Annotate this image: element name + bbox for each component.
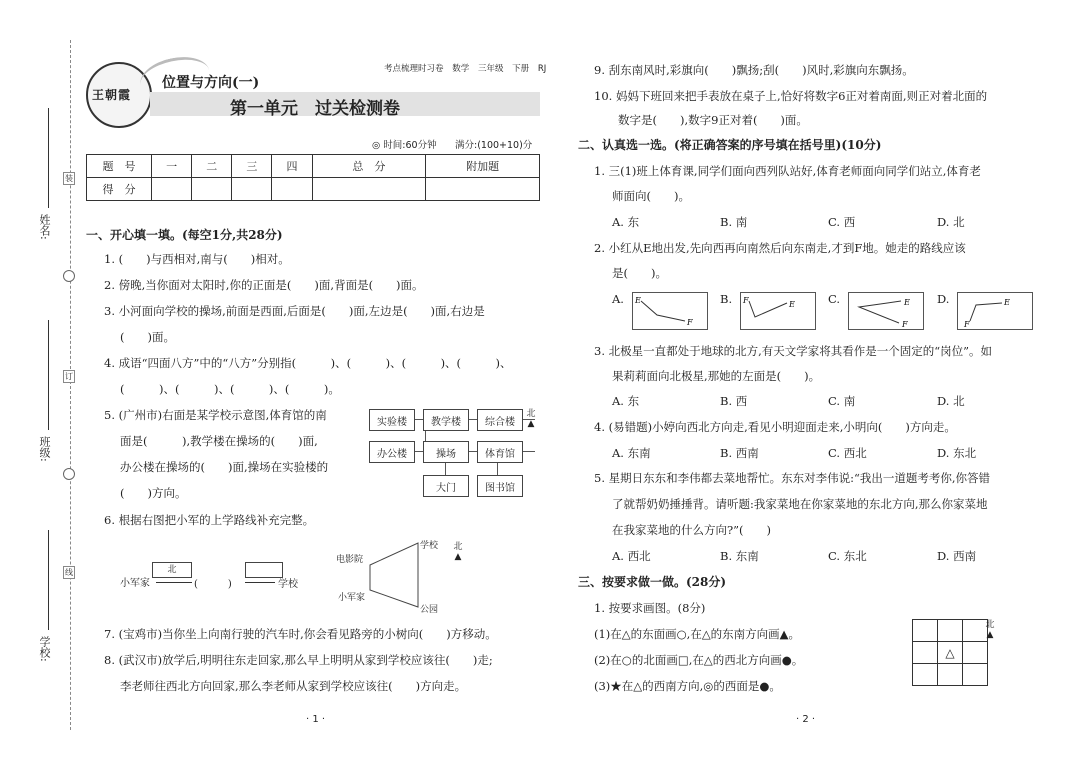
table-header: 三 <box>232 155 272 178</box>
svg-text:E: E <box>904 298 910 307</box>
option-b[interactable]: B. 西南 <box>720 446 759 460</box>
map-building: 办公楼 <box>369 441 415 463</box>
s2-question-5: 5. 星期日东东和李伟都去菜地帮忙。东东对李伟说:“我出一道题考考你,你答错 <box>594 471 991 485</box>
question-2: 2. 傍晚,当你面对太阳时,你的正面是( )面,背面是( )面。 <box>104 278 424 292</box>
subject-text: 数学 <box>452 64 470 74</box>
s2-question-3: 3. 北极星一直都处于地球的北方,有天文学家将其看作是一个固定的“岗位”。如 <box>594 344 993 358</box>
question-5: 5. (广州市)右面是某学校示意图,体育馆的南 <box>104 408 327 422</box>
grid-cell[interactable] <box>912 619 938 642</box>
name-underline <box>48 108 49 208</box>
table-cell: 得 分 <box>87 178 152 201</box>
question-3: 3. 小河面向学校的操场,前面是西面,后面是( )面,左边是( )面,右边是 <box>104 304 485 318</box>
map-building: 图书馆 <box>477 475 523 497</box>
option-a[interactable]: A. 东 <box>612 215 640 229</box>
question-1: 1. ( )与西相对,南与( )相对。 <box>104 252 290 266</box>
svg-text:F: F <box>743 296 749 305</box>
logo-text: 王朝霞 <box>92 88 132 102</box>
route-map <box>330 535 470 620</box>
option-c[interactable]: C. 西 <box>828 215 856 229</box>
map-building: 大门 <box>423 475 469 497</box>
north-label: 北 <box>985 620 995 630</box>
page-number-right: · 2 · <box>796 714 816 725</box>
option-a[interactable]: A. 东南 <box>612 446 651 460</box>
s2-question-5-cont: 了就帮奶奶捶捶背。请听题:我家菜地在你家菜地的东北方向,那么你家菜地 <box>612 497 988 511</box>
route-map-label: 公园 <box>420 605 439 615</box>
question-10: 10. 妈妈下班回来把手表放在桌子上,恰好将数字6正对着南面,则正对着北面的 <box>594 89 988 103</box>
route-option-c[interactable] <box>848 292 924 330</box>
question-5-cont: 办公楼在操场的( )面,操场在实验楼的 <box>120 460 329 474</box>
binding-line <box>70 40 71 730</box>
score-input-cell[interactable] <box>272 178 312 201</box>
school-underline <box>48 530 49 630</box>
score-input-cell[interactable] <box>152 178 192 201</box>
option-a[interactable]: A. 西北 <box>612 549 651 563</box>
binding-hole <box>63 270 75 282</box>
grade-text: 三年级 <box>477 64 504 74</box>
grid-cell[interactable] <box>912 663 938 686</box>
time-info: ◎ 时间:60分钟 <box>372 140 437 151</box>
s3-step-2: (2)在○的北面画□,在△的西北方向画●。 <box>594 653 804 667</box>
margin-tag: 订 <box>65 372 73 381</box>
score-table-row <box>87 155 540 178</box>
volume-text: 下册 <box>512 64 530 74</box>
s2-question-1: 1. 三(1)班上体育课,同学们面向西列队站好,体育老师面向同学们站立,体育老 <box>594 164 981 178</box>
table-header: 附加题 <box>426 155 540 178</box>
section2-heading: 二、认真选一选。(将正确答案的序号填在括号里)(10分) <box>578 138 882 152</box>
score-table-row <box>87 178 540 201</box>
grid-cell[interactable] <box>912 641 938 664</box>
s2-question-4: 4. (易错题)小婷向西北方向走,看见小明迎面走来,小明向( )方向走。 <box>594 420 956 434</box>
section1-heading: 一、开心填一填。(每空1分,共28分) <box>86 228 283 242</box>
north-label: 北 <box>453 542 463 552</box>
grid-cell[interactable] <box>937 619 963 642</box>
table-header: 二 <box>192 155 232 178</box>
class-underline <box>48 320 49 430</box>
map-building: 体育馆 <box>477 441 523 463</box>
option-d[interactable]: D. 东北 <box>937 446 977 460</box>
option-d[interactable]: D. 北 <box>937 215 965 229</box>
option-d[interactable]: D. 西南 <box>937 549 977 563</box>
score-input-cell[interactable] <box>232 178 272 201</box>
grid-cell[interactable] <box>962 663 988 686</box>
question-9: 9. 刮东南风时,彩旗向( )飘扬;刮( )风时,彩旗向东飘扬。 <box>594 63 914 77</box>
route-arrow <box>245 582 275 583</box>
svg-text:F: F <box>687 318 693 327</box>
map-building: 综合楼 <box>477 409 523 431</box>
grid-cell[interactable] <box>962 641 988 664</box>
s2-question-3-cont: 果莉莉面向北极星,那她的左面是( )。 <box>612 369 821 383</box>
route-path-line <box>749 301 787 317</box>
score-info: 满分:(100+10)分 <box>455 140 533 151</box>
route-map-label: 小军家 <box>338 593 366 603</box>
map-building: 教学楼 <box>423 409 469 431</box>
school-map <box>365 405 545 500</box>
route-path-b <box>741 293 815 329</box>
question-4: 4. 成语“四面八方”中的“八方”分别指( )、( )、( )、( )、 <box>104 356 512 370</box>
table-header: 题 号 <box>87 155 152 178</box>
route-school: 学校 <box>278 579 298 590</box>
map-building: 操场 <box>423 441 469 463</box>
svg-text:E: E <box>635 296 641 305</box>
svg-text:E: E <box>1004 298 1010 307</box>
option-d[interactable]: D. <box>937 292 950 306</box>
question-8: 8. (武汉市)放学后,明明往东走回家,那么早上明明从家到学校应该往( )走; <box>104 653 493 667</box>
margin-tag: 装 <box>65 174 73 183</box>
question-6: 6. 根据右图把小军的上学路线补充完整。 <box>104 513 315 527</box>
option-c[interactable]: C. 东北 <box>828 549 867 563</box>
route-option-d[interactable] <box>957 292 1033 330</box>
option-a[interactable]: A. 东 <box>612 394 640 408</box>
series-text: 考点梳理时习卷 <box>384 64 444 74</box>
drawing-grid <box>912 619 990 688</box>
topic-title: 位置与方向(一) <box>162 75 260 91</box>
option-b[interactable]: B. <box>720 292 733 306</box>
route-box <box>152 562 192 578</box>
question-8-cont: 李老师往西北方向回家,那么李老师从家到学校应该往( )方向走。 <box>120 679 467 693</box>
north-arrow-icon: 北 ▲ <box>526 409 536 429</box>
section3-heading: 三、按要求做一做。(28分) <box>578 575 727 589</box>
route-blank[interactable]: ( ) <box>194 579 232 590</box>
route-map-label: 电影院 <box>336 555 364 565</box>
table-header: 总 分 <box>312 155 426 178</box>
score-input-cell[interactable] <box>192 178 232 201</box>
s3-step-1: (1)在△的东面画○,在△的东南方向画▲。 <box>594 627 801 641</box>
s2-question-2: 2. 小红从E地出发,先向西再向南然后向东南走,才到F地。她走的路线应该 <box>594 241 966 255</box>
class-label: 班级: <box>38 436 51 462</box>
page-number-left: · 1 · <box>306 714 326 725</box>
route-option-a[interactable] <box>632 292 708 330</box>
question-5-cont: 面是( ),教学楼在操场的( )面, <box>120 434 318 448</box>
name-label: 姓名: <box>38 214 51 240</box>
binding-hole <box>63 468 75 480</box>
margin-tag: 线 <box>65 568 73 577</box>
s2-question-1-cont: 师面向( )。 <box>612 189 690 203</box>
svg-text:F: F <box>902 320 908 329</box>
option-b[interactable]: B. 西 <box>720 394 748 408</box>
option-c[interactable]: C. 西北 <box>828 446 867 460</box>
question-7: 7. (宝鸡市)当你坐上向南行驶的汽车时,你会看见路旁的小树向( )方移动。 <box>104 627 497 641</box>
option-b[interactable]: B. 东南 <box>720 549 759 563</box>
edition-text: RJ <box>537 64 547 74</box>
option-b[interactable]: B. 南 <box>720 215 748 229</box>
route-path-line <box>859 301 901 323</box>
header-series <box>384 62 546 74</box>
route-box-label: 北 <box>167 565 177 575</box>
table-header: 一 <box>152 155 192 178</box>
s2-question-2-cont: 是( )。 <box>612 266 667 280</box>
question-3-cont: ( )面。 <box>120 330 175 344</box>
page-title: 第一单元 过关检测卷 <box>230 99 400 119</box>
option-a[interactable]: A. <box>612 292 624 306</box>
option-c[interactable]: C. <box>828 292 841 306</box>
route-map-shape <box>370 543 418 607</box>
svg-text:F: F <box>964 320 970 329</box>
grid-cell[interactable] <box>937 663 963 686</box>
north-arrow-icon: 北 ▲ <box>453 542 463 562</box>
grid-cell-center[interactable]: △ <box>937 641 963 664</box>
s2-question-5-cont: 在我家菜地的什么方向?”( ) <box>612 523 772 537</box>
question-5-cont: ( )方向。 <box>120 486 187 500</box>
north-arrow-icon: 北 ▲ <box>985 620 995 640</box>
map-building: 实验楼 <box>369 409 415 431</box>
option-c[interactable]: C. 南 <box>828 394 856 408</box>
route-map-label: 学校 <box>420 541 439 551</box>
question-10-cont: 数字是( ),数字9正对着( )面。 <box>618 113 808 127</box>
s3-question-1: 1. 按要求画图。(8分) <box>594 601 706 615</box>
route-path-a <box>633 293 707 329</box>
score-table <box>86 154 540 201</box>
score-input-cell[interactable] <box>312 178 426 201</box>
route-path-line <box>641 301 685 321</box>
route-path-line <box>970 303 1002 321</box>
score-input-cell[interactable] <box>426 178 540 201</box>
north-label: 北 <box>526 409 536 419</box>
route-path-d <box>958 293 1032 329</box>
route-home: 小军家 <box>120 578 150 589</box>
route-option-b[interactable] <box>740 292 816 330</box>
option-d[interactable]: D. 北 <box>937 394 965 408</box>
school-label: 学校: <box>38 636 51 662</box>
route-path-c <box>849 293 923 329</box>
route-arrow <box>156 582 192 583</box>
question-4-cont: ( )、( )、( )、( )。 <box>120 382 340 396</box>
svg-text:E: E <box>789 300 795 309</box>
table-header: 四 <box>272 155 312 178</box>
s3-step-3: (3)★在△的西南方向,◎的西面是●。 <box>594 679 781 693</box>
